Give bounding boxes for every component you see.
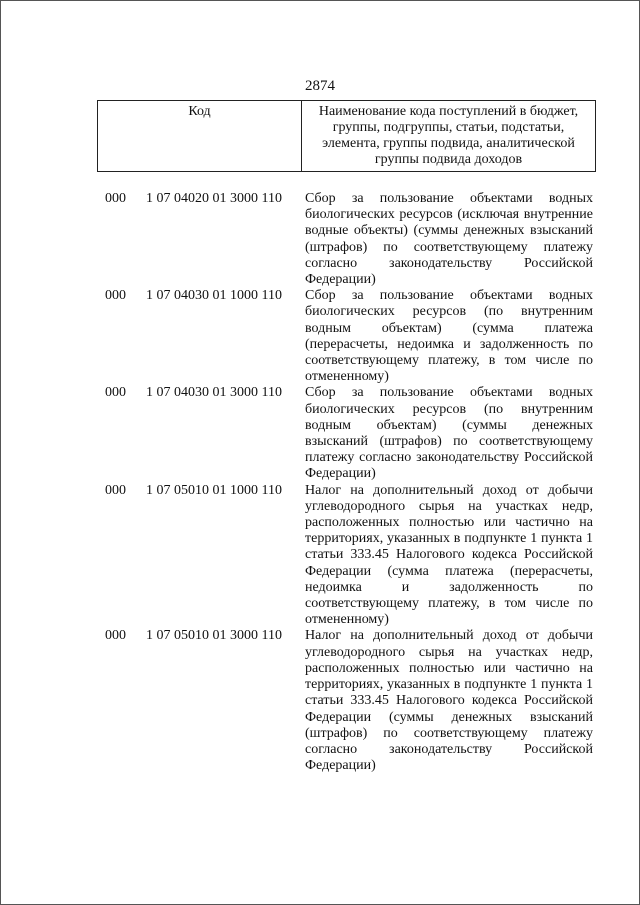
income-code-list [105,191,593,774]
admin-code: 000 [105,482,126,498]
budget-code: 1 07 05010 01 1000 110 [146,482,282,498]
list-item [105,191,593,288]
list-item [105,628,593,774]
list-item [105,288,593,385]
code-description: Налог на дополнительный доход от добычи углеводородного сырья на участках недр, расположенных полностью или частично на территориях, указанных в подпункте 1 пункта 1 статьи 333.45 Налогового кодекса Российской Федерации (суммы денежных взысканий (штрафов) по соответствующему платежу согласно законодательству Российской Федерации) [305,628,593,774]
admin-code: 000 [105,628,126,644]
code-description: Сбор за пользование объектами водных биологических ресурсов (по внутренним водным объектам) (сумма платежа (перерасчеты, недоимка и задолженность по соответствующему платежу, в том числе по отмененному) [305,288,593,385]
budget-code: 1 07 04020 01 3000 110 [146,191,282,206]
header-name-label: Наименование кода поступлений в бюджет, группы, подгруппы, статьи, подстатьи, элемента, группы подвида, аналитической группы подвида доходов [302,101,596,172]
list-item [105,385,593,482]
code-description: Сбор за пользование объектами водных биологических ресурсов (по внутренним водным объектам) (суммы денежных взысканий (штрафов) по соответствующему платежу согласно законодательству Российской Федерации) [305,385,593,482]
budget-code: 1 07 04030 01 3000 110 [146,385,282,401]
header-code-label: Код [98,101,302,172]
budget-code: 1 07 05010 01 3000 110 [146,628,282,644]
admin-code: 000 [105,288,126,304]
admin-code: 000 [105,385,126,401]
header-row [98,101,596,172]
code-description: Налог на дополнительный доход от добычи углеводородного сырья на участках недр, расположенных полностью или частично на территориях, указанных в подпункте 1 пункта 1 статьи 333.45 Налогового кодекса Российской Федерации (сумма платежа (перерасчеты, недоимка и задолженность по соответствующему платежу, в том числе по отмененному) [305,482,593,628]
budget-code: 1 07 04030 01 1000 110 [146,288,282,304]
header-table [97,100,596,172]
code-description: Сбор за пользование объектами водных биологических ресурсов (исключая внутренние водные объекты) (суммы денежных взысканий (штрафов) по соответствующему платежу согласно законодательству Российской Федерации) [305,191,593,288]
list-item [105,483,593,629]
admin-code: 000 [105,191,126,206]
page-number: 2874 [305,78,335,94]
